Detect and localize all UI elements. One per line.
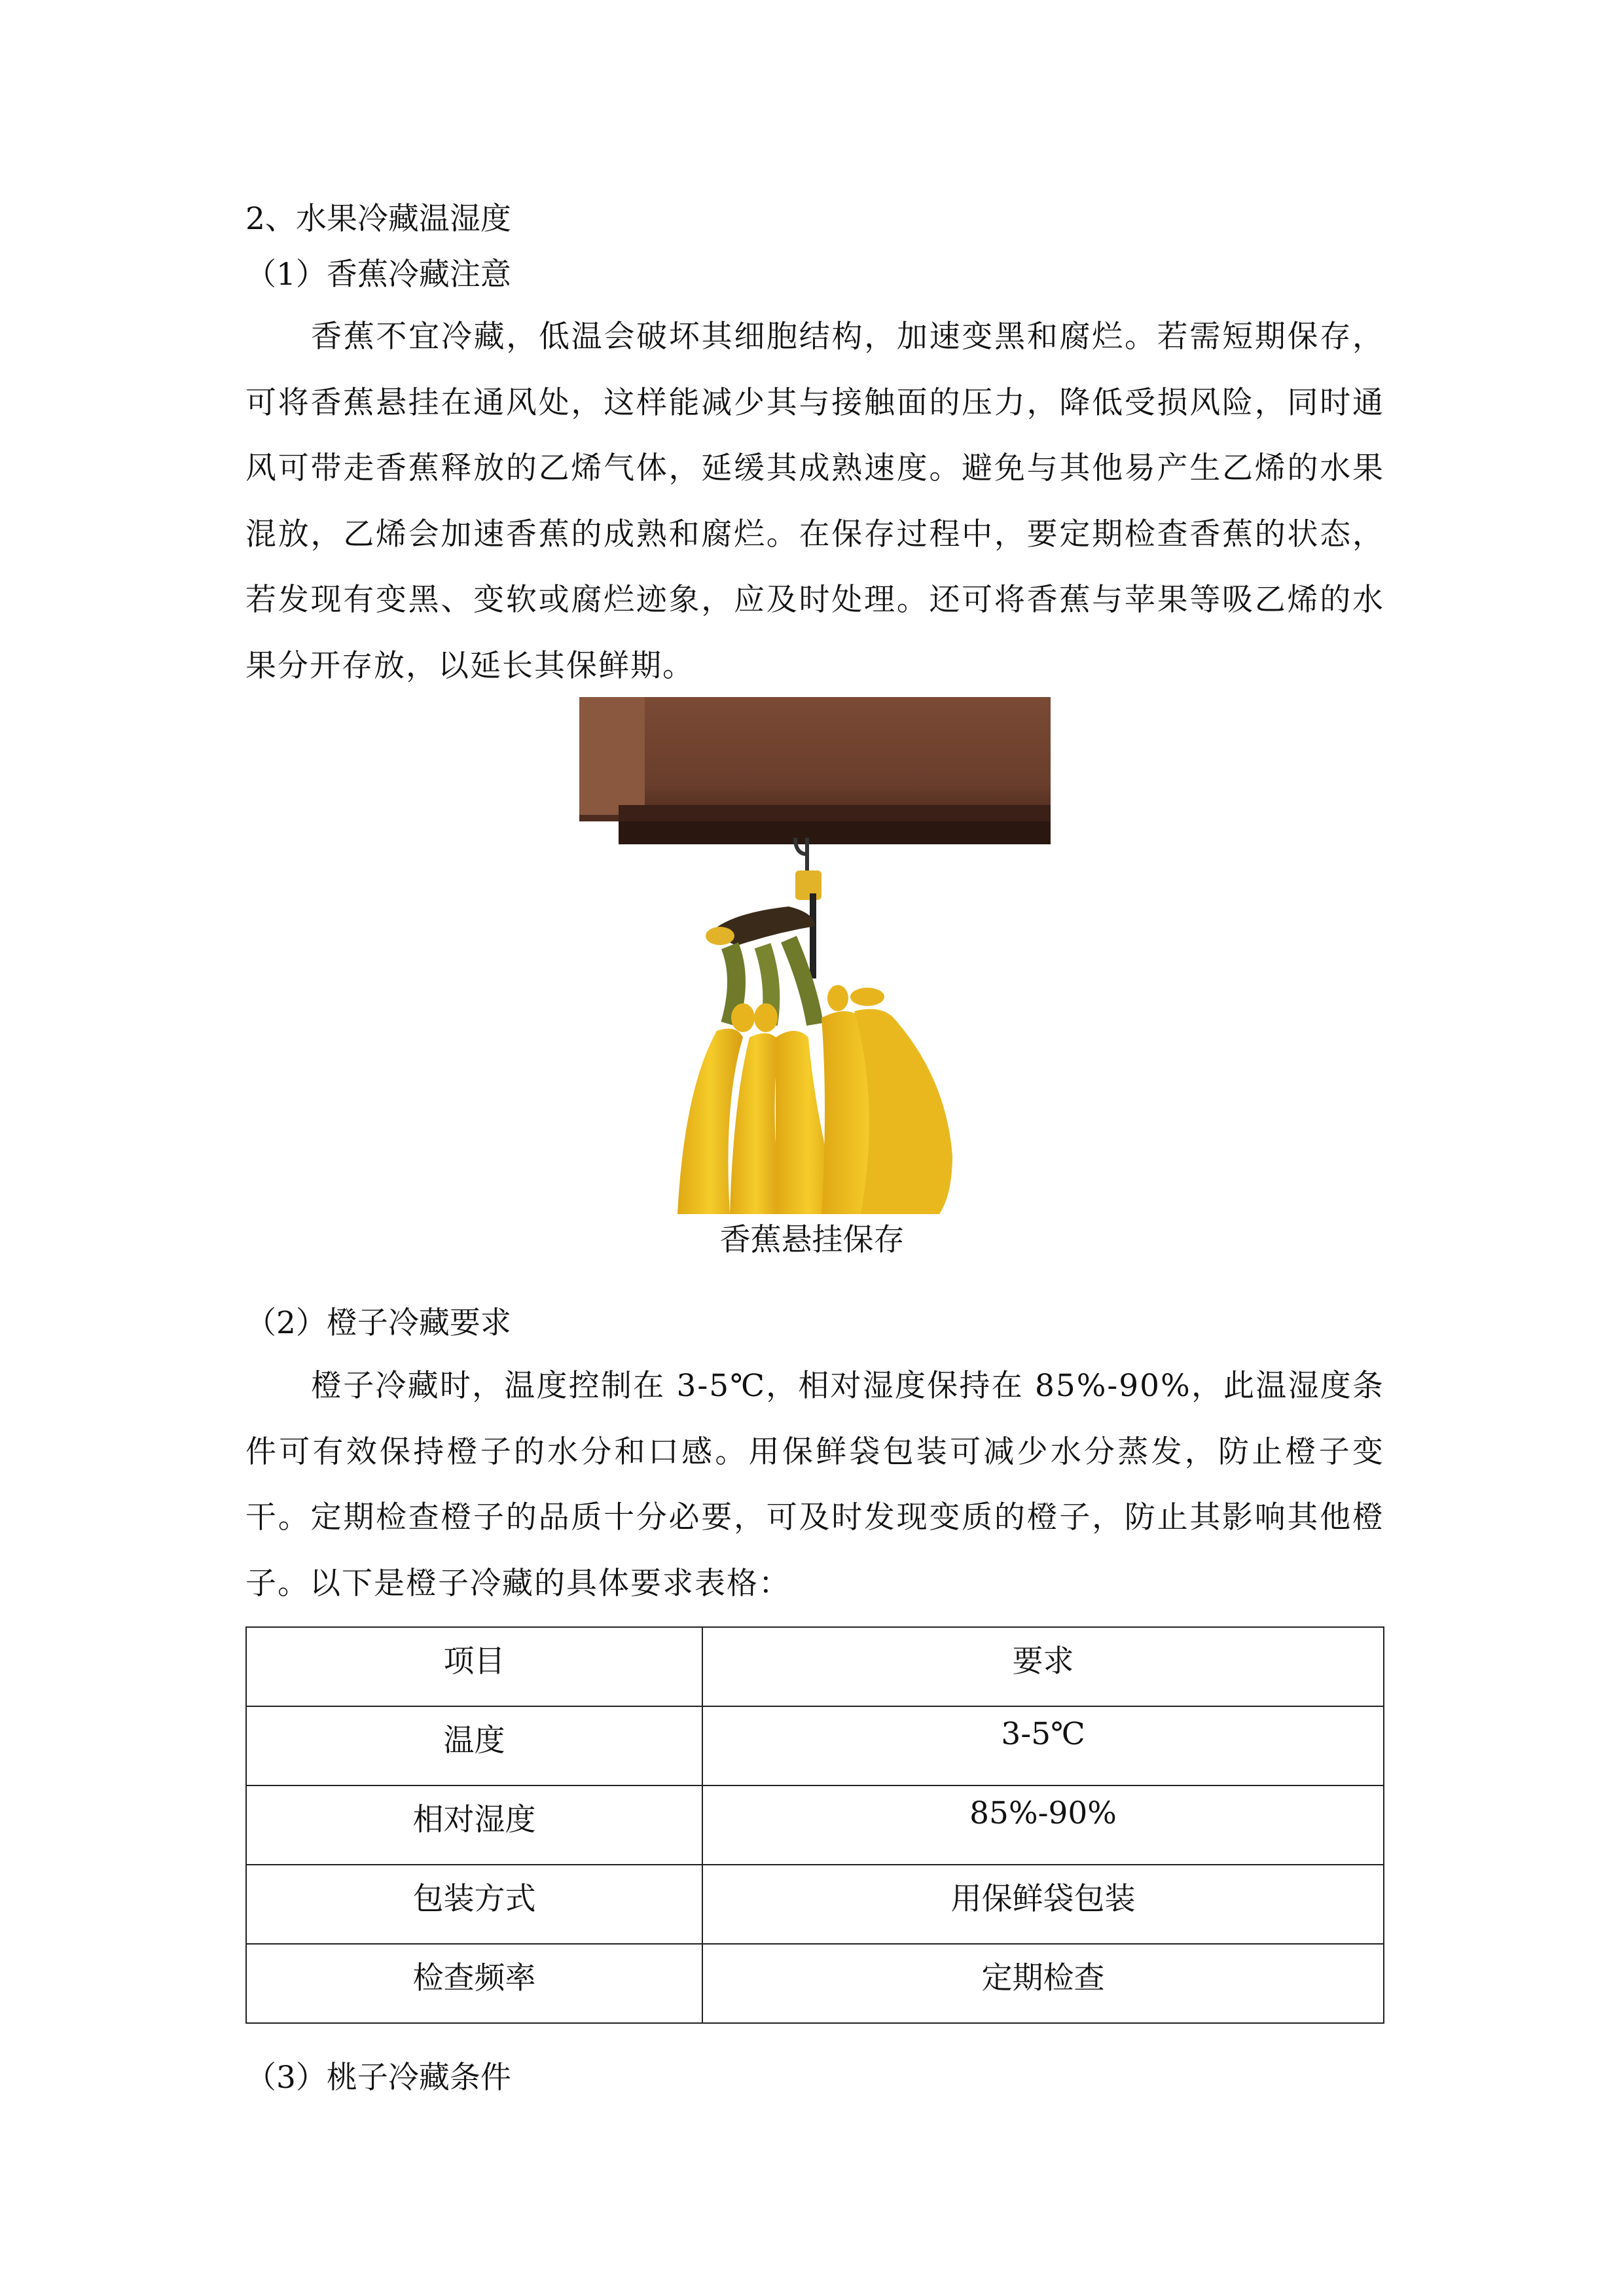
table-cell: 3-5℃ [702, 1706, 1384, 1785]
table-cell: 定期检查 [702, 1944, 1384, 2023]
table-cell: 用保鲜袋包装 [702, 1865, 1384, 1944]
table-cell: 包装方式 [246, 1865, 702, 1944]
figure-caption: 香蕉悬挂保存 [719, 1222, 905, 1258]
table-header-cell: 要求 [702, 1627, 1384, 1706]
orange-paragraph: 橙子冷藏时，温度控制在 3-5℃，相对湿度保持在 85%-90%，此温湿度条件可有效保持橙子的水分和口感。用保鲜袋包装可减少水分蒸发，防止橙子变干。定期检查橙子的品质十分必要，可及时发现变质的橙子，防止其影响其他橙子。以下是橙子冷藏的具体要求表格： [245, 1368, 1384, 1602]
table-row [246, 1865, 1384, 1944]
table-cell: 温度 [246, 1706, 702, 1785]
peach-heading: （3）桃子冷藏条件 [245, 2060, 511, 2096]
table-header-row [246, 1627, 1384, 1706]
table-cell: 相对湿度 [246, 1785, 702, 1865]
orange-requirements-table [245, 1626, 1384, 2024]
table-row [246, 1785, 1384, 1865]
section-title: 2、水果冷藏温湿度 [245, 201, 511, 237]
table-cell: 85%-90% [702, 1785, 1384, 1865]
table-row [246, 1944, 1384, 2023]
banana-paragraph: 香蕉不宜冷藏，低温会破坏其细胞结构，加速变黑和腐烂。若需短期保存，可将香蕉悬挂在通风处，这样能减少其与接触面的压力，降低受损风险，同时通风可带走香蕉释放的乙烯气体，延缓其成熟速度。避免与其他易产生乙烯的水果混放，乙烯会加速香蕉的成熟和腐烂。在保存过程中，要定期检查香蕉的状态，若发现有变黑、变软或腐烂迹象，应及时处理。还可将香蕉与苹果等吸乙烯的水果分开存放，以延长其保鲜期。 [245, 319, 1384, 684]
orange-heading: （2）橙子冷藏要求 [245, 1305, 511, 1341]
table-row [246, 1706, 1384, 1785]
banana-hanging-photo [579, 697, 1051, 1214]
table-header-cell: 项目 [246, 1627, 702, 1706]
table-cell: 检查频率 [246, 1944, 702, 2023]
banana-heading: （1）香蕉冷藏注意 [245, 257, 511, 293]
